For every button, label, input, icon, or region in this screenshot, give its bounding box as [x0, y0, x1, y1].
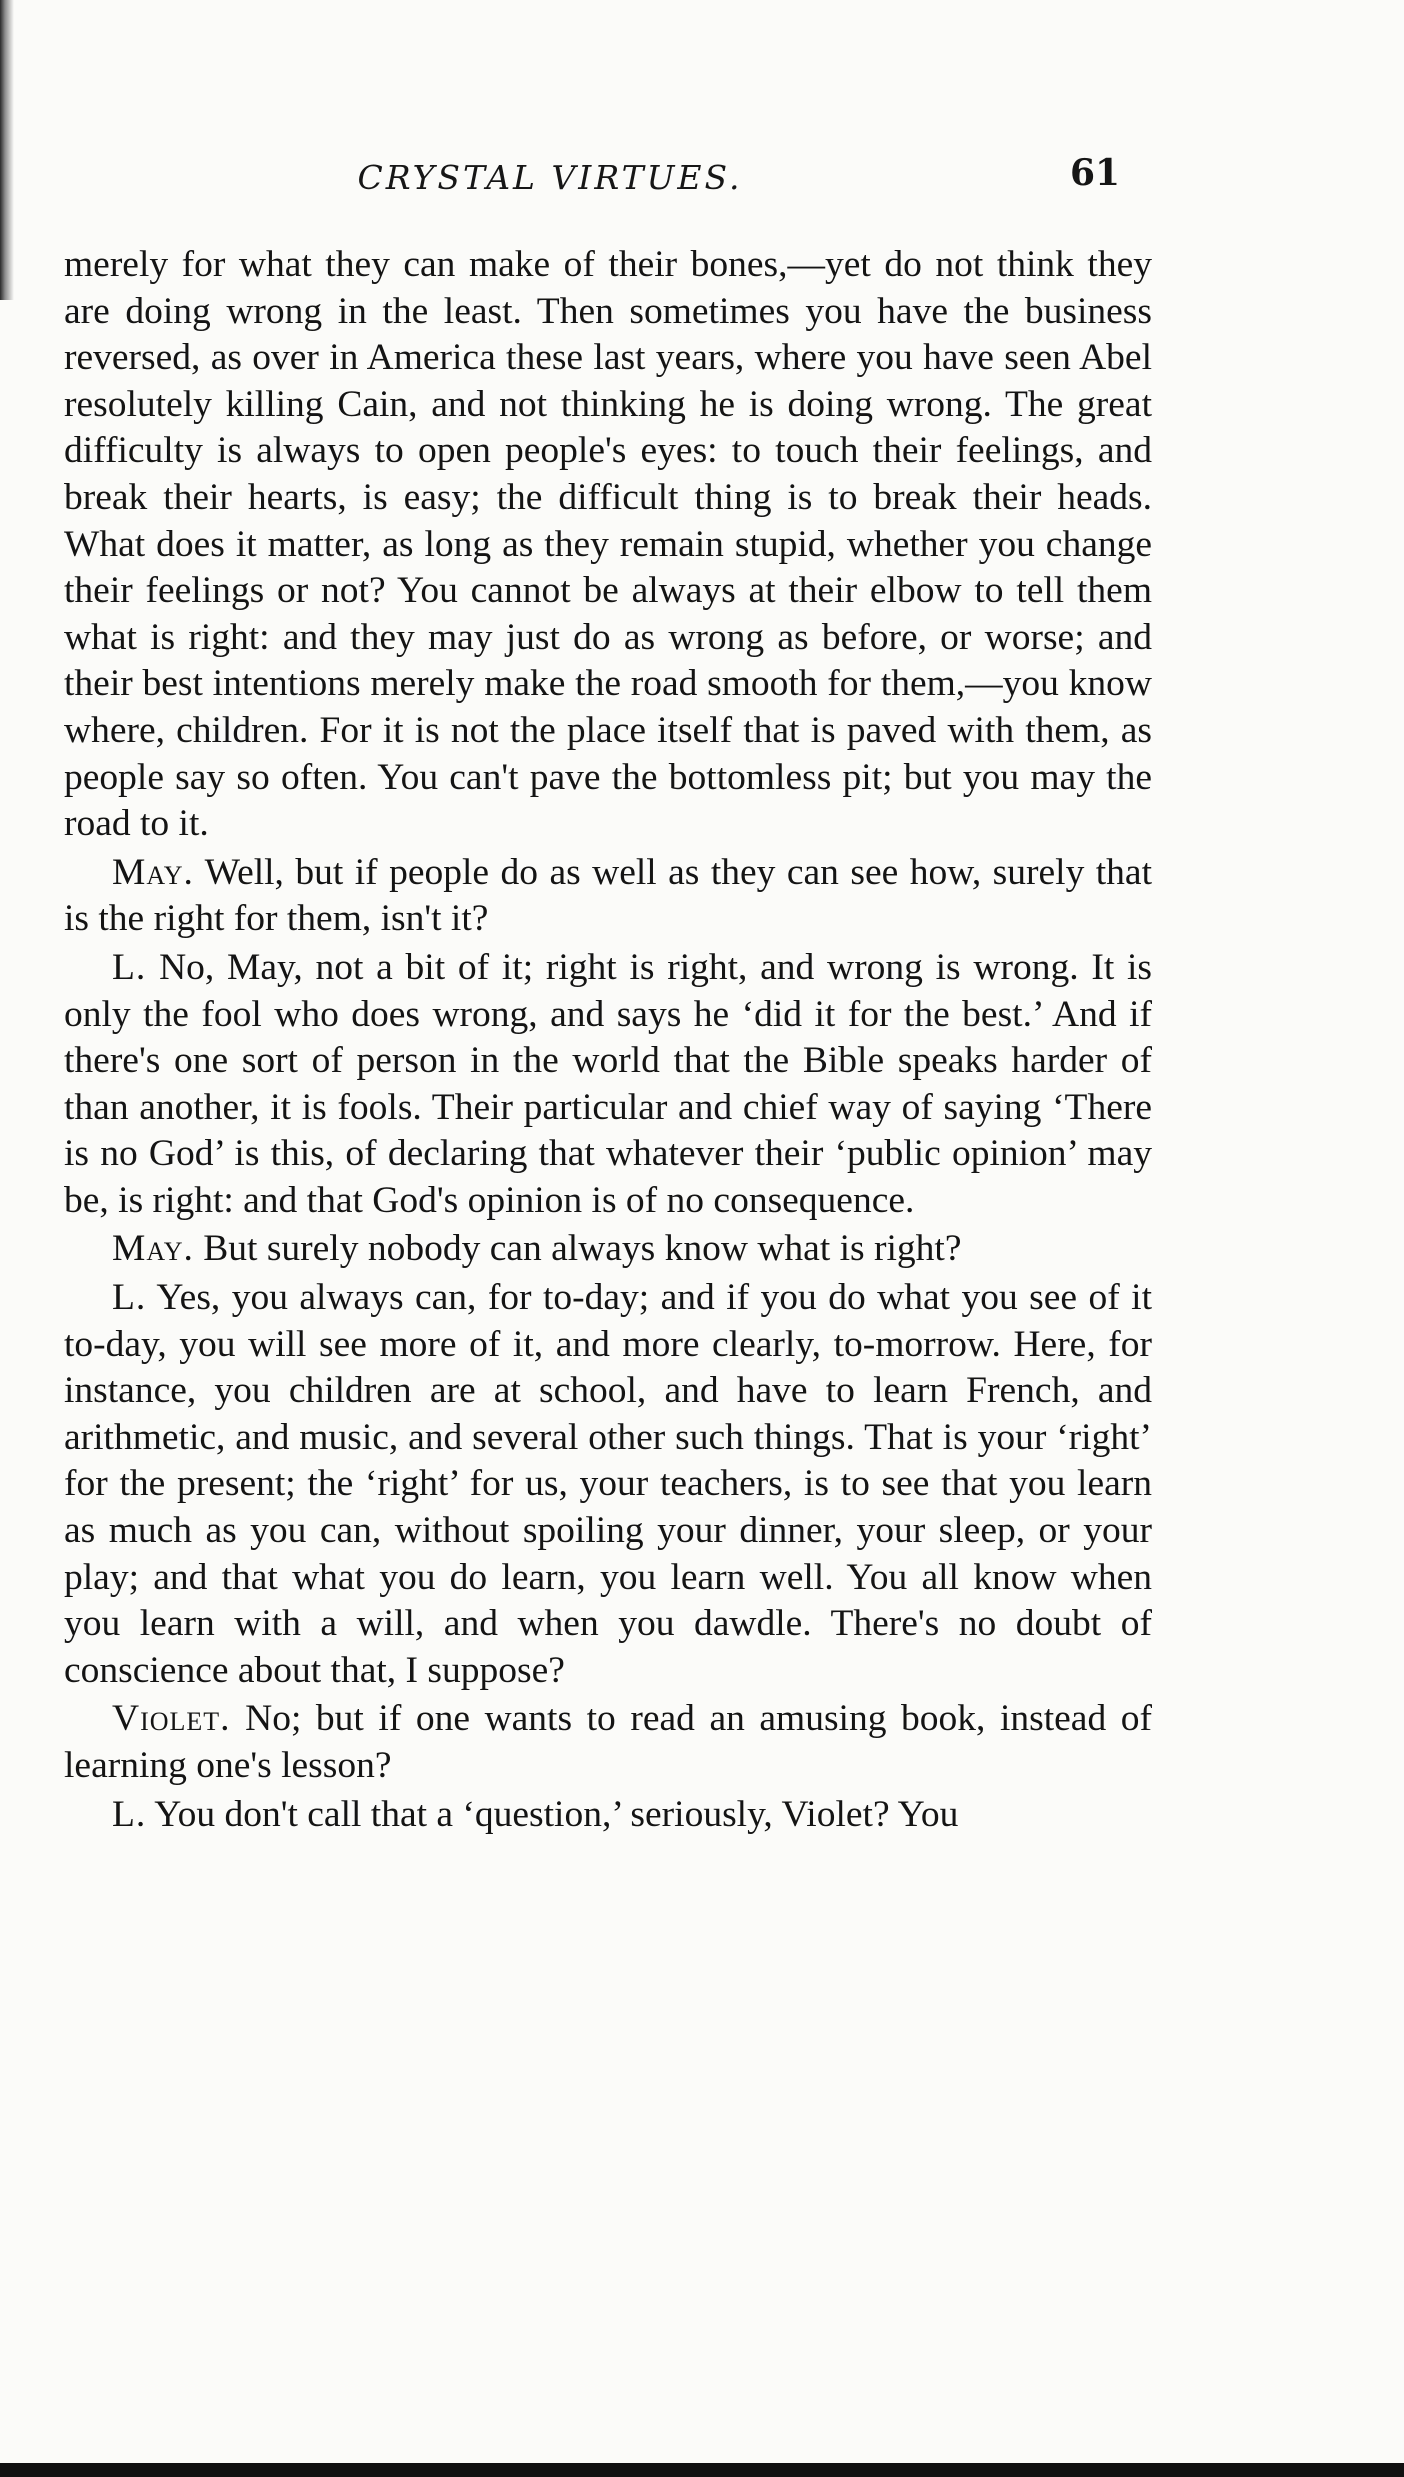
dialogue-text: Yes, you always can, for to-day; and if you do what you see of it to-day, you will see more of it, and more clearly, to-morrow. Here, for instance, you children are at school, and have to learn French, and arithmetic, and music, and several other such things. That is your ‘right’ for the present; the ‘right’ for us, your teachers, is to see that you learn as much as you can, without spoiling your dinner, your sleep, or your play; and that what you do learn, you learn well. You all know when you learn with a will, and when you dawdle. There's no doubt of conscience about that, I suppose?	[64, 1277, 1152, 1691]
paragraph-continuation	[64, 242, 1152, 848]
speaker-label: L.	[112, 1793, 147, 1835]
page-bottom-edge	[0, 2463, 1404, 2477]
dialogue-paragraph	[64, 945, 1152, 1225]
page-edge-shadow	[0, 0, 14, 300]
speaker-label: L.	[112, 1277, 147, 1319]
dialogue-paragraph	[64, 1275, 1152, 1694]
dialogue-text: Well, but if people do as well as they can see how, surely that is the right for them, isn't it?	[64, 851, 1152, 940]
speaker-label: May.	[112, 851, 194, 893]
dialogue-text: But surely nobody can always know what is right?	[203, 1228, 962, 1270]
body-text	[64, 242, 1152, 1838]
speaker-label: L.	[112, 946, 147, 988]
speaker-label: May.	[112, 1228, 194, 1270]
running-title: CRYSTAL VIRTUES.	[357, 158, 743, 197]
running-head	[0, 152, 1404, 208]
speaker-label: Violet.	[112, 1698, 231, 1740]
dialogue-paragraph	[64, 850, 1152, 943]
dialogue-text: You don't call that a ‘question,’ seriously, Violet? You	[154, 1793, 959, 1835]
dialogue-text: No, May, not a bit of it; right is right, and wrong is wrong. It is only the fool who does wrong, and says he ‘did it for the best.’ And if there's one sort of person in the world that the Bible speaks harder of than another, it is fools. Their particular and chief way of saying ‘There is no God’ is this, of declaring that whatever their ‘public opinion’ may be, is right: and that God's opinion is of no consequence.	[64, 946, 1153, 1221]
dialogue-paragraph	[64, 1696, 1152, 1789]
page-number: 61	[1070, 152, 1121, 194]
dialogue-text: No; but if one wants to read an amusing book, instead of learning one's lesson?	[64, 1698, 1152, 1786]
paragraph-text: merely for what they can make of their bones,—yet do not think they are doing wrong in the least. Then sometimes you have the business reversed, as over in America these last years, where you have seen Abel resolutely killing Cain, and not thinking he is doing wrong. The great difficulty is always to open people's eyes: to touch their feelings, and break their hearts, is easy; the difficult thing is to break their heads. What does it matter, as long as they remain stupid, whether you change their feelings or not? You cannot be always at their elbow to tell them what is right: and they may just do as wrong as before, or worse; and their best intentions merely make the road smooth for them,—you know where, children. For it is not the place itself that is paved with them, as people say so often. You can't pave the bottomless pit; but you may the road to it.	[64, 244, 1152, 845]
dialogue-paragraph	[64, 1792, 1152, 1839]
dialogue-paragraph	[64, 1226, 1152, 1273]
